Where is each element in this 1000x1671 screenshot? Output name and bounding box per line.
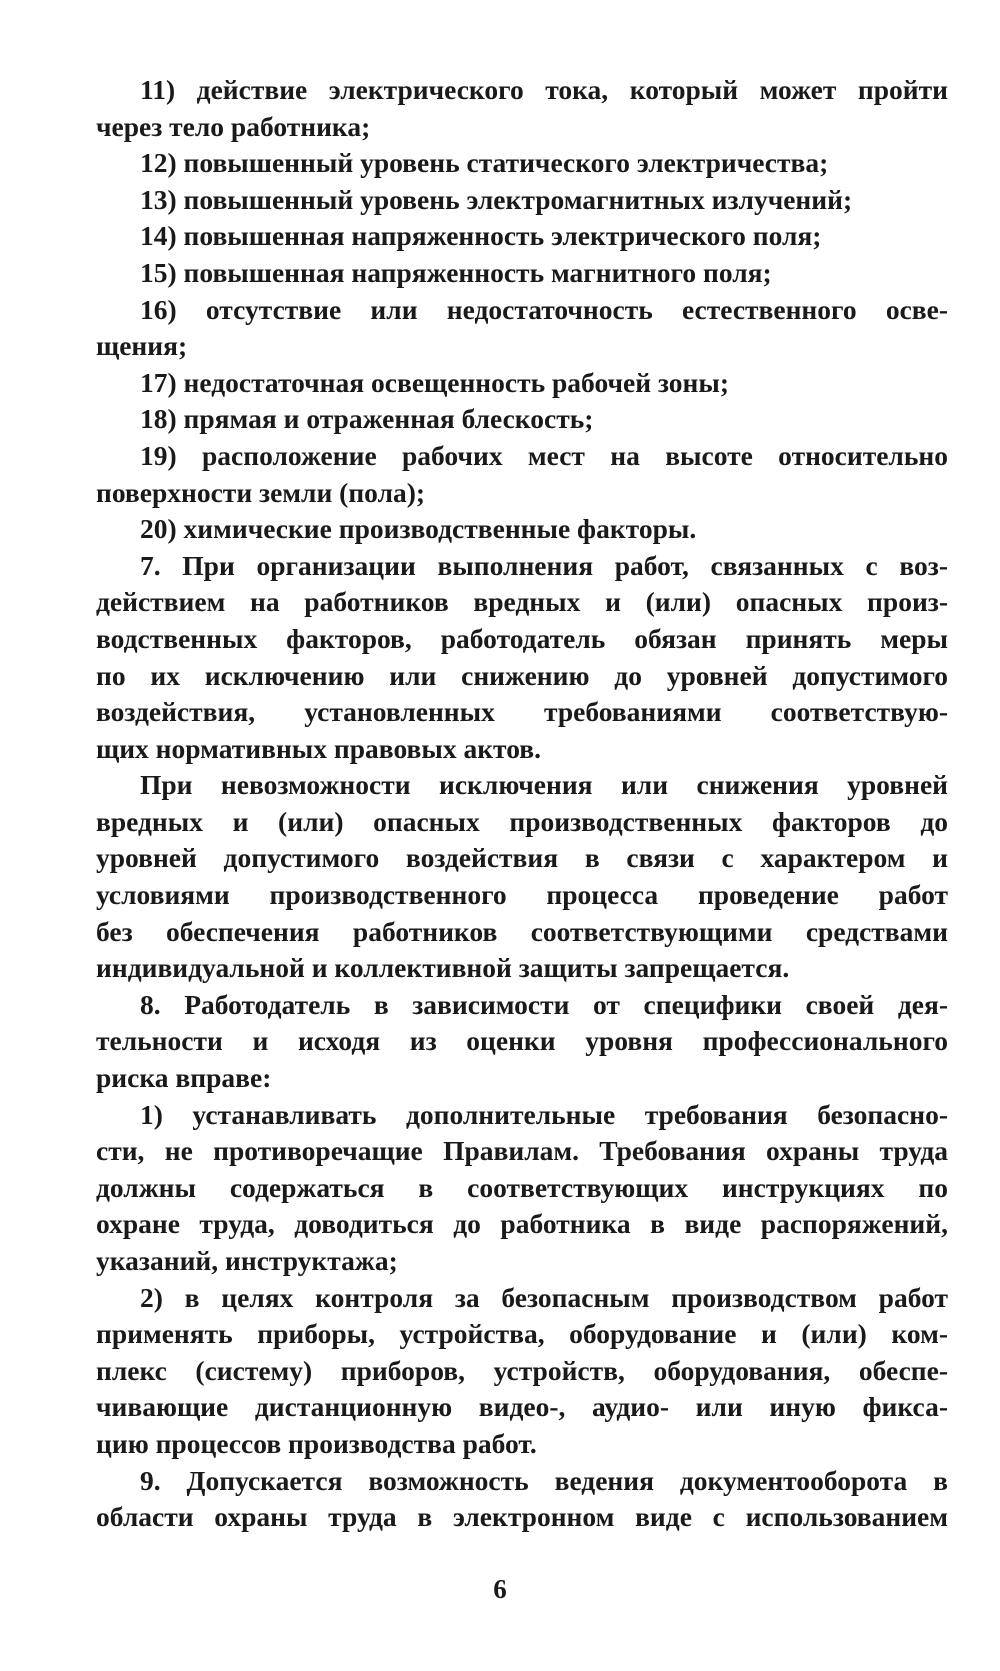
text-line: применять приборы, устройства, оборудование и (или) ком- [96, 1318, 948, 1350]
text-line: сти, не противоречащие Правилам. Требования охраны труда [96, 1135, 948, 1167]
text-line: без обеспечения работников соответствующими средствами [96, 915, 948, 947]
text-line: области охраны труда в электронном виде с использованием [96, 1501, 948, 1533]
text-line: водственных факторов, работодатель обязан принять меры [96, 622, 948, 654]
text-line: 1) устанавливать дополнительные требования безопасно- [140, 1098, 948, 1130]
text-line: 14) повышенная напряженность электрического поля; [140, 220, 822, 252]
text-line: 15) повышенная напряженность магнитного поля; [140, 256, 772, 288]
text-line: индивидуальной и коллективной защиты запрещается. [96, 952, 790, 984]
text-line: 17) недостаточная освещенность рабочей зоны; [140, 366, 730, 398]
text-line: 16) отсутствие или недостаточность естественного осве- [140, 293, 948, 325]
page-text [96, 72, 948, 1536]
text-line: 11) действие электрического тока, который может пройти [140, 74, 948, 105]
text-line: действием на работников вредных и (или) опасных произ- [96, 586, 948, 618]
text-line: по их исключению или снижению до уровней допустимого [96, 659, 948, 691]
text-line: 12) повышенный уровень статического электричества; [140, 147, 829, 179]
text-line: 13) повышенный уровень электромагнитных излучений; [140, 183, 853, 215]
text-line: охране труда, доводиться до работника в виде распоряжений, [96, 1208, 948, 1240]
text-line: При невозможности исключения или снижения уровней [140, 769, 948, 801]
text-line: 7. При организации выполнения работ, связанных с воз- [140, 549, 948, 581]
text-line: щих нормативных правовых актов. [96, 732, 541, 764]
page-number: 6 [493, 1574, 507, 1604]
text-line: воздействия, установленных требованиями соответствую- [96, 696, 948, 728]
text-line: риска вправе: [96, 1062, 272, 1094]
text-line: 9. Допускается возможность ведения документооборота в [140, 1464, 948, 1496]
text-line: 18) прямая и отраженная блескость; [140, 403, 594, 435]
text-line: вредных и (или) опасных производственных факторов до [96, 805, 948, 837]
text-line: цию процессов производства работ. [96, 1427, 537, 1459]
text-line: условиями производственного процесса проведение работ [96, 879, 948, 911]
text-line: 2) в целях контроля за безопасным производством работ [140, 1281, 948, 1313]
text-line: чивающие дистанционную видео-, аудио- или иную фикса- [96, 1391, 948, 1423]
text-line: 20) химические производственные факторы. [140, 513, 697, 545]
text-line: через тело работника; [96, 110, 371, 142]
text-line: поверхности земли (пола); [96, 476, 426, 508]
text-line: уровней допустимого воздействия в связи с характером и [96, 842, 948, 874]
text-line: плекс (систему) приборов, устройств, оборудования, обеспе- [96, 1354, 948, 1386]
text-line: должны содержаться в соответствующих инструкциях по [96, 1171, 948, 1203]
text-line: 8. Работодатель в зависимости от специфики своей дея- [140, 988, 948, 1020]
text-line: щения; [96, 330, 188, 362]
text-line: тельности и исходя из оценки уровня профессионального [96, 1025, 948, 1057]
text-line: 19) расположение рабочих мест на высоте относительно [140, 439, 948, 471]
text-line: указаний, инструктажа; [96, 1245, 398, 1276]
